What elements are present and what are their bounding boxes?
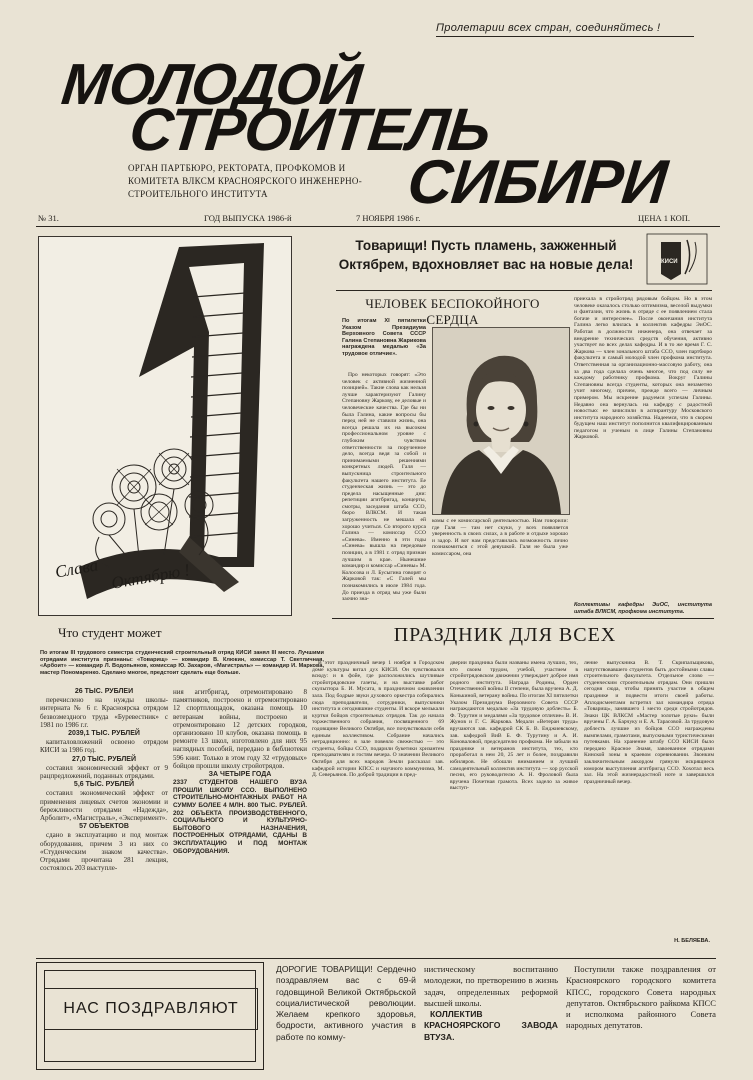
student-article-column1 [40,688,168,956]
party-slogan: Пролетарии всех стран, соединяйтесь ! [436,22,661,34]
october-poster [38,236,292,616]
masthead-rule [36,226,720,227]
article2-column2 [450,660,578,950]
holiday-banner-headline: Товарищи! Пусть пламень, зажженный Октябрем, вдохновляет вас на новые дела! [338,238,634,272]
article2-title: ПРАЗДНИК ДЛЯ ВСЕХ [393,624,617,646]
student-article-column2 [173,688,307,956]
stat4-heading: 5,6 ТЫС. РУБЛЕЙ [73,781,135,789]
student-article-column2-text: ния агитбригад, отремонтировано 8 памятников, построено и отремонтировано 12 спортплощадок, оказана помощь 10 ветеранам войны, построено и отремонтировано 12 детских городков, организовано 10 клубов, оказана помощь в ремонте 13 школ, изготовлено для них 95 наглядных пособий, передано в библиотеки 596 книг. Только в этом году 32 «трудовых» бойцов прошли школу стройотрядов. [173,688,307,770]
portrait-photo [432,327,570,515]
student-article-title: Что студент может [58,625,162,640]
article2-column3 [584,660,714,932]
stat3-heading: 27,0 ТЫС. РУБЛЕЙ [71,755,137,763]
article1-lead-text: По итогам XI пятилетки Указом Президиума Верховного Совета СССР Галина Степановна Жарикова награждена медалью «За трудовое отличие». [342,318,426,357]
article2-top-rule [332,618,714,619]
newspaper-title-line3: СИБИРИ [404,148,670,217]
stat5-heading: 57 ОБЪЕКТОВ [79,823,129,831]
article1-column2 [432,518,568,618]
article2-signature: Н. БЕЛЯЕВА. [674,938,710,944]
stat2-text: капиталовложений освоено отрядом КИСИ за 1986 год. [40,738,168,755]
stat5-text: сдано в эксплуатацию и под монтаж оборудования, причем 3 из них со «Студенческим знаком качества». Отрядами прочитана 281 лекция, состоялось 203 выступле- [40,831,168,873]
congrats-column3 [566,964,716,1070]
newspaper-title-line1: МОЛОДОЙ [58,52,365,117]
congrats-column3-text: Поступили также поздравления от Красноярского городского комитета КПСС, городского Совета народных депутатов. Октябрьского райкома КПСС и исполкома районного Совета народных депутатов. [566,964,716,1031]
slogan-underline [436,36,694,37]
article1-lead [342,318,426,359]
article1-column1-text: Про некоторых говорят: «Это человек с активной жизненной позицией». Такие слова как нельзя лучше характеризуют Галину Степановну Жаркову, ее деловые и человеческие качества. Где бы ни была Галина, какие вопросы бы перед ней не ставили жизнь, она всегда решала их на высоком профессиональном уровне с глубоким чувством ответственности за порученное дело, всегда ведя за собой и принимаемыми решениями конкретных людей. Галя — выпускница строительного факультета нашего института. Ее студенческая жизнь — это до предела насыщенные дни: репетиции агитбригад, концерты, смотры, заседания штаба ССО, бюро ВЛКСМ. И такая загруженность не мешала ей хорошо учиться. Со второго курса Галина — комиссар ССО «Синева». Именно в эти годы «Синева» вышла на передовые позиции, а в 1981 г. отряд признан лучшим в крае. Нынешние командир и комиссар «Синевы» М. Колосова и Л. Бусыгина говорят о Жарковой так: «С Галей мы познакомились в июле 1984 года. До приезда в отряд мы уже были заочно зна- [342,372,426,603]
article1-signature: Коллективы кафедры ЭиОС, института штаба ВЛКСМ, профкома института. [574,602,712,615]
emblem-label: КИСИ [661,259,678,265]
article1-column3 [574,296,712,598]
kisi-emblem [641,228,713,290]
student-article-lead-text: По итогам III трудового семестра студенческий строительный отряд КИСИ занял III место. Лучшими отрядами института признаны: «Товарищ» — командир В. Клюкин, комиссар Т. Светличная, «Арбоит» — командир Л. Водопьянов, комиссар Ю. Захаров, «Магистраль» — командир И. Маркова, мастер Пономаренко. Сделано многое, предстоит сделать еще больше. [40,650,324,676]
article1-title: ЧЕЛОВЕК БЕСПОКОЙНОГО СЕРДЦА [365,296,540,327]
portrait-illustration [433,328,569,514]
stat4-text: составил экономический эффект от применения лицевых счетов экономии и бережливости отрядами «Надежда», Арболит», «Магистраль», «Эксперимент». [40,789,168,823]
congrats-signature: КОЛЛЕКТИВ КРАСНОЯРСКОГО ЗАВОДА ВТУЗА. [424,1009,558,1042]
article2-column1 [312,660,444,950]
issue-year: ГОД ВЫПУСКА 1986-й [204,213,292,223]
newspaper-subtitle: ОРГАН ПАРТБЮРО, РЕКТОРАТА, ПРОФКОМОВ И КОМИТЕТА ВЛКСМ КРАСНОЯРСКОГО ИНЖЕНЕРНО-СТРОИТЕЛЬНОГО ИНСТИТУТА [128,163,363,199]
article2-column1-text: В этот праздничный вечер 1 ноября в Городском доме культуры витал дух КИСИ. Он чувствовался всюду: и в фойе, где расположились шутливые стройотрядовские газеты, и на выставке работ скульптора Б. И. Мусата, в праздничном оживлении зала. Под бодрые звуки духового оркестра собирались сюда преподаватели, сотрудники, выпускники института и сегодняшние студенты. И вскоре мелькали куртки бойцов строительных отрядов. Так до начала торжественного собрания, посвященного 69 годовщине Великого Октября, все почувствовали себя единым коллективом. Собрание начались нетрадиционно: в зале повеяло свежестью — это студенты, бойцы ССО, подарили букетики хризантем преподавателям и гостям вечера. О значении Великого Октября для всех народов Земли рассказал зав. кафедрой истории КПСС и научного коммунизма, М. Д. Северьянов. По доброй традиции в пред- [312,660,444,779]
poster-script-line2: Октябрю ! [109,560,192,593]
student-article-lead [40,650,324,677]
issue-price: ЦЕНА 1 КОП. [638,213,690,223]
footer-top-rule [36,958,716,959]
article2-column2-text: дверии праздника были названы имена лучших, тех, кто своим трудом, учебой, участием в стройотрядовском движении утверждает доброе имя родного института. Награда Родины, Орден Отечественной войны II степени, была вручена А. Д. Конькиной, ветерану войны. По итогам XI пятилетки Указом Президиума Верховного Совета СССР награждаются медалью «За трудовую доблесть» Б. Ф. Турутин и медалями «За трудовое отличие» В. И. Жунов и Г. С. Жаркова. Медали «Ветеран труда» вручаются зав. кафедрой СК Б. В. Енджиевскому, зав. кафедрой ВиВ Б. Ф. Турутину и А. И. Коноваловой, председателю профкома. Не забыли на празднике и ветеранов института, тех, кто проработал в нем 20, 25 лет и более, поздравили юбиляров. Не обошли вниманием и лучший самодеятельный коллектив института — хор русской песни, его руководителю А. Н. Фроловой была вручена Почетная грамота. Всех задело за живое выступ- [450,660,578,792]
stat3-text: составил экономический эффект от 9 рацпредложений, поданных отрядами. [40,763,168,781]
issue-date: 7 НОЯБРЯ 1986 г. [356,213,421,223]
stat2-heading: 2039,1 ТЫС. РУБЛЕЙ [68,730,140,738]
congrats-column1-text: ДОРОГИЕ ТОВАРИЩИ! Сердечно поздравляем вас с 69-й годовщиной Великой Октябрьской социалистической революции. Желаем крепкого здоровья, бодрости, активного участия в работе по комму- [276,964,416,1042]
stat6-heading: ЗА ЧЕТЫРЕ ГОДА [208,771,272,779]
article2-column3-text: ление выпускника В. Т. Скрипальщикова, напутствовавшего студентов быть достойными славы строительного факультета. Отдельное слово — студенческим строительным отрядам. Они пришли сегодня сюда, чтобы принять участие в общем празднике и подвести итоги своей работы. Аплодисментами встретил зал командира отряда «Товарищ», занявшего 1 место среди стройотрядов. Знаки ЦК ВЛКСМ «Мастер золотые руки» были вручены Г. А. Барчуку и Е. А. Тарасовой. За трудовую доблесть лучшие из бойцов ССО награждены вымпелами, грамотами, выпускными туристическими путевками. На хранение штабу ССО КИСИ было передано Красное Знамя, завоеванное отрядами Кинской зоны в краевом соревновании. Звонким заключительным аккордом грянули искрящиеся юмором выступления агитбригад ССО. Хохотал весь зал. На этой жизнерадостной ноте и завершился праздничный вечер. [584,660,714,785]
article1-top-rule [336,290,712,291]
issue-number: № 31. [38,213,59,223]
newspaper-title-line2: СТРОИТЕЛЬ [126,96,494,163]
stat1-heading: 26 ТЫС. РУБЛЕЙ [74,688,134,695]
congrats-label: НАС ПОЗДРАВЛЯЮТ [44,988,258,1030]
stat1-text: перечислено на нужды школы-интерната № 6 г. Красноярска отрядом безвозмездного труда «Буревестник» с 1981 по 1986 г.г. [40,696,168,729]
article1-column3-text: приехала в стройотряд рядовым бойцом. Но в этом человеке оказалось столько оптимизма, веселой выдумки и фантазии, что жизнь в отряде с ее появлением стала богаче и интереснее». После окончания института Галина легко влилась в коллектив кафедры ЭиОС. Работая в должности инженера, она отвечает за внедрение технических средств обучения, активно участвует во всех делах кафедры. И в то же время Г. С. Жаркова — член зонального штаба ССО, член партбюро факультета и самый молодой член профкома института. Ответственная за организационно-массовую работу, она за два года сделала очень многое, что под силу не каждому работнику профкома. Вокруг Галины Степановны всегда студенты, которых она незаметно учит многому, причем, прежде всего — личным примером. Мы искренне радуемся успехам Галины. Недавно она вернулась на кафедру с радостной новостью: ее зачислили в аспирантуру Московского института народного хозяйства. Надеемся, что в скором будущем наш институт пополнится квалифицированным педагогом и ученым в лице Галины Степановны Жарковой. [574,296,712,441]
stat6-text: 2337 СТУДЕНТОВ НАШЕГО ВУЗА ПРОШЛИ ШКОЛУ ССО. ВЫПОЛНЕНО СТРОИТЕЛЬНО-МОНТАЖНЫХ РАБОТ НА СУММУ БОЛЕЕ 4 МЛН. 800 ТЫС. РУБЛЕЙ. 202 ОБЪЕКТА ПРОИЗВОДСТВЕННОГО, СОЦИАЛЬНОГО И КУЛЬТУРНО-БЫТОВОГО НАЗНАЧЕНИЯ, ПОСТРОЕННЫХ ОТРЯДАМИ, СДАНЫ В ЭКСПЛУАТАЦИЮ И ПОД МОНТАЖ ОБОРУДОВАНИЯ. [173,779,307,855]
article1-column1 [342,372,426,618]
congrats-column2 [424,964,558,1070]
poster-script-line1: Слава [53,555,100,582]
article1-column2-text: комы с ее комиссарской деятельностью. Нам говорили: где Галя — там нет скуки, у всех появляется уверенность в своих силах, а в работе и отдыхе хорошо и задор. И вот нам представилась возможность лично познакомиться с этой девушкой. Галя не была уже комиссаром, она [432,518,568,557]
congrats-column1 [276,964,416,1070]
congrats-column2-text: нистическому воспитанию молодежи, по претворению в жизнь задач, определенных реформой высшей школы. [424,964,558,1008]
